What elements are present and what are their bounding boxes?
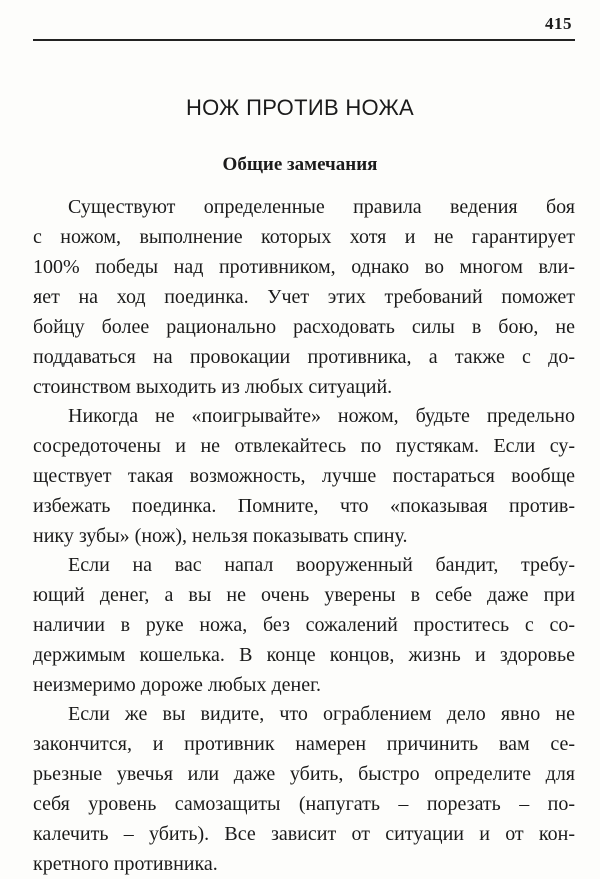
text-line: стоинством выходить из любых ситуаций. [33, 376, 393, 398]
text-line: яет на ход поединка. Учет этих требований поможет [33, 286, 575, 308]
text-line: ществует такая возможность, лучше постараться вообще [33, 465, 575, 487]
text-line: закончится, и противник намерен причинить вам се- [33, 733, 575, 755]
text-line: поддаваться на провокации противника, а также с до- [33, 346, 575, 368]
text-line: избежать поединка. Помните, что «показывая против- [33, 495, 575, 517]
text-line: Если же вы видите, что ограблением дело явно не [68, 703, 575, 725]
text-line: рьезные увечья или даже убить, быстро определите для [33, 763, 575, 785]
text-line: кретного противника. [33, 853, 218, 875]
text-line: 100% победы над противником, однако во многом вли- [33, 256, 575, 278]
text-line: калечить – убить). Все зависит от ситуации и от кон- [33, 823, 575, 845]
text-line: ющий денег, а вы не очень уверены в себе даже при [33, 584, 575, 606]
text-line: бойцу более рационально расходовать силы в бою, не [33, 316, 575, 338]
text-line: Никогда не «поигрывайте» ножом, будьте предельно [68, 405, 575, 427]
text-line: Если на вас напал вооруженный бандит, требу- [68, 554, 575, 576]
text-line: с ножом, выполнение которых хотя и не гарантирует [33, 226, 575, 248]
page-number: 415 [545, 14, 572, 33]
text-line: нику зубы» (нож), нельзя показывать спину. [33, 525, 408, 547]
text-line: наличии в руке ножа, без сожалений проститесь с со- [33, 614, 575, 636]
chapter-title: НОЖ ПРОТИВ НОЖА [185, 95, 415, 120]
header-rule [33, 39, 575, 41]
text-line: держимым кошелька. В конце концов, жизнь и здоровье [33, 644, 575, 666]
text-line: Существуют определенные правила ведения боя [68, 196, 575, 218]
text-line: себя уровень самозащиты (напугать – порезать – по- [33, 793, 575, 815]
section-title: Общие замечания [222, 154, 378, 175]
text-line: неизмеримо дороже любых денег. [33, 674, 322, 696]
text-line: сосредоточены и не отвлекайтесь по пустякам. Если су- [33, 435, 575, 457]
